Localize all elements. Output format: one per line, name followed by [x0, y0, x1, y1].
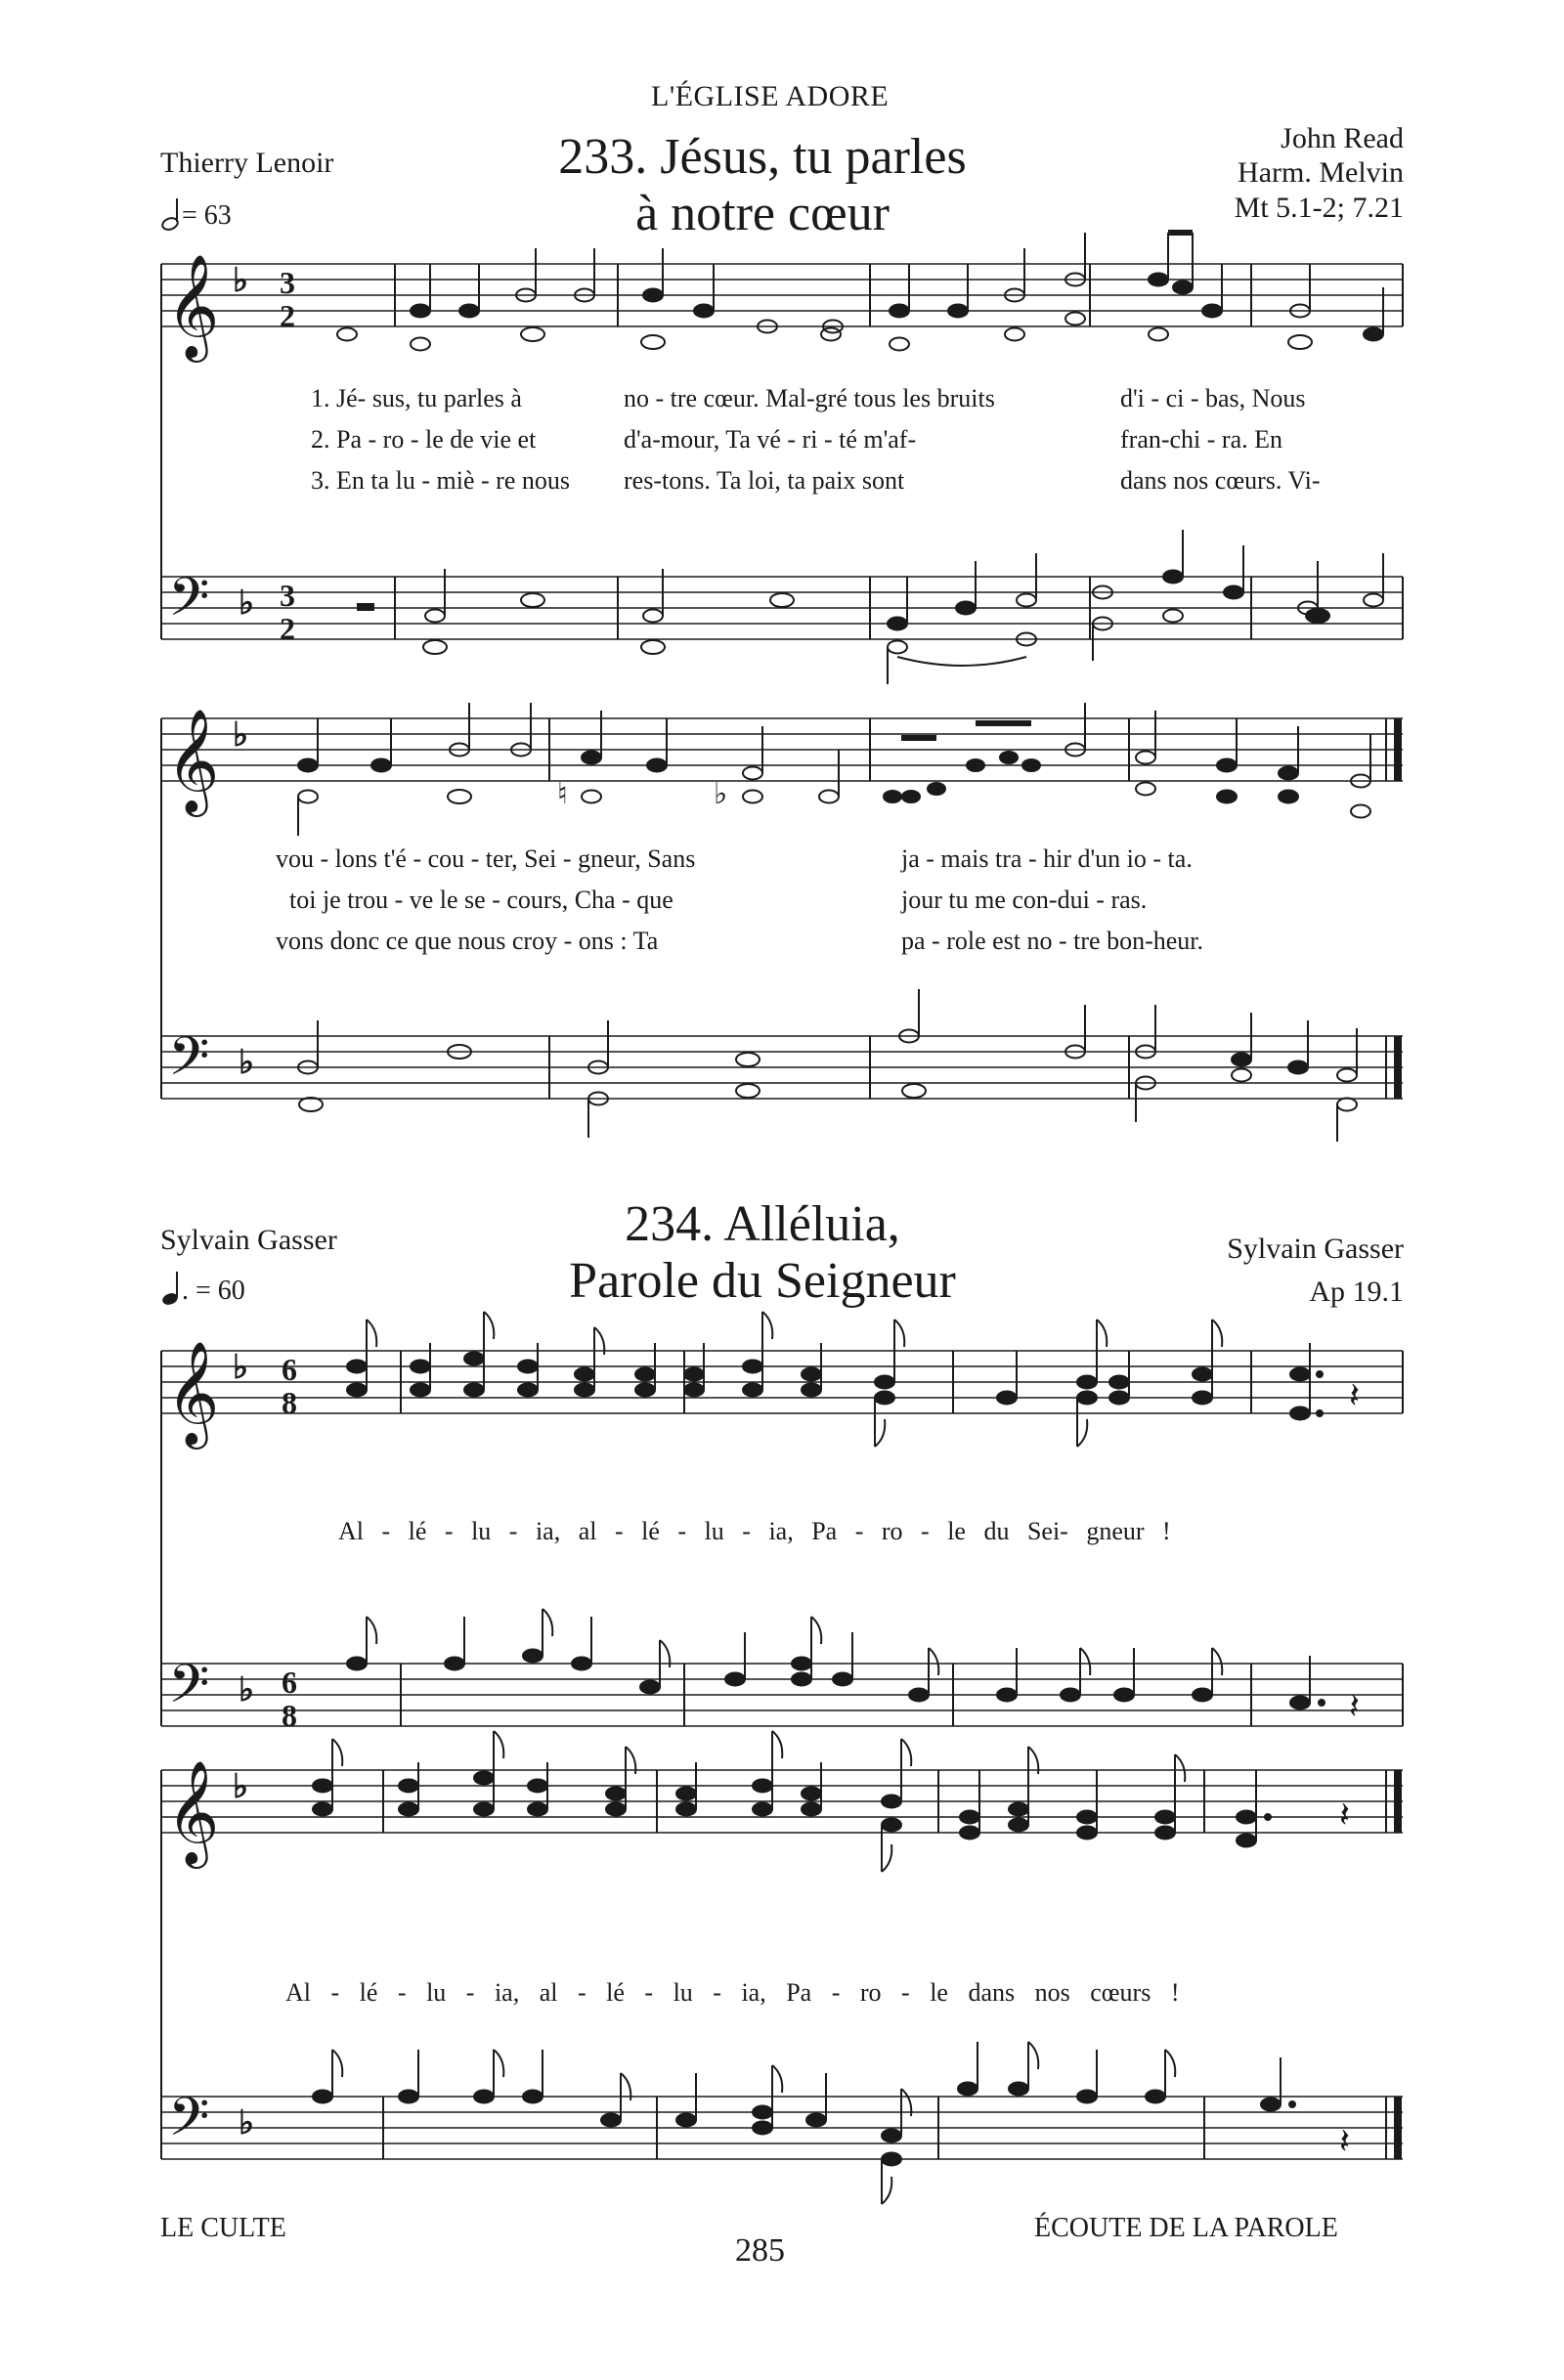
page-number: 285: [735, 2232, 785, 2269]
svg-text:𝄞: 𝄞: [166, 1759, 220, 1864]
bass-clef-icon: 𝄢: [168, 566, 210, 641]
svg-text:𝄽: 𝄽: [1339, 1796, 1351, 1835]
hymn-233-title: 233. Jésus, tu parles à notre cœur: [558, 129, 967, 242]
svg-text:𝄢: 𝄢: [168, 2086, 210, 2161]
hymn-234-author: Sylvain Gasser: [160, 1224, 337, 1256]
svg-text:♭: ♭: [233, 1769, 249, 1805]
harmonization: Harm. Melvin: [1238, 156, 1404, 190]
hymn-233-author: Thierry Lenoir: [160, 147, 334, 179]
svg-text:2: 2: [280, 298, 295, 333]
svg-text:𝄢: 𝄢: [168, 1025, 210, 1101]
svg-text:6: 6: [282, 1665, 297, 1700]
svg-text:♭: ♭: [714, 778, 728, 810]
scripture-reference: Mt 5.1-2; 7.21: [1234, 191, 1404, 224]
svg-text:2: 2: [280, 611, 295, 646]
svg-text:3: 3: [280, 578, 295, 613]
svg-text:♭: ♭: [239, 585, 255, 622]
composer: Sylvain Gasser: [1227, 1233, 1404, 1265]
svg-text:♭: ♭: [239, 1672, 255, 1709]
svg-text:𝄞: 𝄞: [166, 1340, 220, 1445]
svg-text:♭: ♭: [233, 263, 249, 299]
hymn-233-lyrics-system-2: vou - lons t'é - cou - ter, Sei - gneur, Sans ja - mais tra - hir d'un io - ta. toi je trou - ve le se - cours, Cha - que jour tu me con-dui - ras. vons donc ce que nous croy - ons : Ta pa - role est no - tre bon-heur.: [276, 844, 1204, 955]
composer: John Read: [1281, 122, 1404, 154]
hymn-233-lyrics-system-1: 1. Jé- sus, tu parles à no - tre cœur. Mal-gré tous les bruits d'i - ci - bas, Nous 2. Pa - ro - le de vie et d'a-mour, Ta vé - ri - té m'af- fran-chi - ra. En 3. En ta lu - miè - re nous res-tons. Ta loi, ta paix sont dans nos cœurs. Vi-: [311, 384, 1321, 495]
svg-text:♭: ♭: [239, 2105, 255, 2142]
hymn-234-title: 234. Alléluia, Parole du Seigneur: [569, 1196, 956, 1310]
svg-text:3: 3: [280, 265, 295, 300]
svg-text:8: 8: [282, 1385, 297, 1420]
svg-text:8: 8: [282, 1698, 297, 1733]
svg-text:𝄽: 𝄽: [1339, 2122, 1351, 2161]
hymn-234-lyrics-system-2: Al - lé - lu - ia, al - lé - lu - ia, Pa - ro - le dans nos cœurs !: [285, 1978, 1180, 2007]
footer-section-left: LE CULTE: [160, 2213, 286, 2243]
svg-text:𝄞: 𝄞: [166, 708, 220, 812]
svg-text:𝄽: 𝄽: [1349, 1687, 1361, 1726]
footer-section-right: ÉCOUTE DE LA PAROLE: [1034, 2213, 1338, 2243]
scripture-reference: Ap 19.1: [1309, 1275, 1404, 1308]
svg-text:♭: ♭: [239, 1045, 255, 1081]
treble-clef-icon: 𝄞: [166, 253, 220, 358]
hymn-234-lyrics-system-1: Al - lé - lu - ia, al - lé - lu - ia, Pa - ro - le du Sei- gneur !: [338, 1517, 1171, 1545]
running-head: L'ÉGLISE ADORE: [651, 80, 890, 112]
svg-text:𝄢: 𝄢: [168, 1653, 210, 1728]
svg-text:𝄽: 𝄽: [1349, 1376, 1361, 1415]
svg-text:♮: ♮: [557, 778, 568, 810]
svg-text:6: 6: [282, 1352, 297, 1387]
svg-text:♭: ♭: [233, 717, 249, 754]
svg-text:♭: ♭: [233, 1350, 249, 1386]
